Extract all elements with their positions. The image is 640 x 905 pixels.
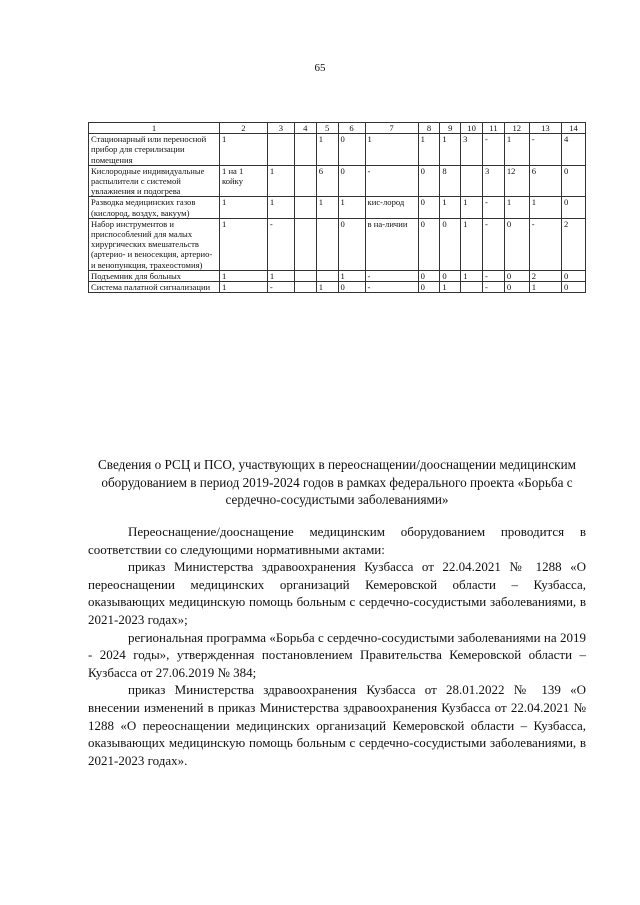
table-row <box>89 134 586 166</box>
table-cell: 2 <box>562 218 586 270</box>
table-cell: кис-лород <box>365 197 418 218</box>
table-cell <box>294 282 316 293</box>
table-cell: 6 <box>316 165 338 197</box>
table-cell <box>316 270 338 281</box>
table-cell: 0 <box>338 134 365 166</box>
section-title: Сведения о РСЦ и ПСО, участвующих в переоснащении/дооснащении медицинским оборудованием в период 2019-2024 годов в рамках федерального проекта «Борьба с сердечно-сосудистыми заболеваниями» <box>98 457 576 507</box>
table-cell: 0 <box>418 218 440 270</box>
table-cell: 1 <box>220 197 268 218</box>
table-cell: 1 <box>504 134 529 166</box>
table-cell: - <box>483 218 505 270</box>
table-row <box>89 282 586 293</box>
table-cell: 0 <box>504 282 529 293</box>
table-cell: - <box>529 134 561 166</box>
table-cell: 1 <box>338 197 365 218</box>
table-cell: 1 <box>418 134 440 166</box>
table-cell: 1 <box>440 282 461 293</box>
paragraph: приказ Министерства здравоохранения Кузбасса от 22.04.2021 № 1288 «О переоснащении медицинских организаций Кемеровской области – Кузбасса, оказывающих медицинскую помощь больным с сердечно-сосудистыми заболеваниями, в 2021-2023 годах»; <box>88 559 586 627</box>
table-cell <box>461 165 483 197</box>
header-cell: 8 <box>418 123 440 134</box>
table-cell: 1 <box>529 282 561 293</box>
table-cell: 1 <box>316 197 338 218</box>
table-cell: 3 <box>483 165 505 197</box>
table-cell <box>267 134 294 166</box>
table-cell: 3 <box>461 134 483 166</box>
table-cell: - <box>365 282 418 293</box>
table-cell <box>294 134 316 166</box>
table-cell: 0 <box>418 282 440 293</box>
table-cell: 1 <box>440 134 461 166</box>
table-cell: 1 <box>529 197 561 218</box>
table-cell <box>294 197 316 218</box>
table-cell: 0 <box>562 282 586 293</box>
table-cell <box>294 270 316 281</box>
header-cell: 11 <box>483 123 505 134</box>
table-cell: - <box>529 218 561 270</box>
header-cell: 10 <box>461 123 483 134</box>
header-cell: 12 <box>504 123 529 134</box>
table-cell: - <box>483 270 505 281</box>
header-cell: 7 <box>365 123 418 134</box>
equipment-table <box>88 122 586 293</box>
table-cell: 2 <box>529 270 561 281</box>
table-cell <box>461 282 483 293</box>
table-cell: 0 <box>338 218 365 270</box>
table-cell: 1 <box>461 218 483 270</box>
equipment-name-cell: Кислородные индивидуальные распылители с системой увлажнения и подогрева <box>89 165 220 197</box>
table-cell: 1 <box>338 270 365 281</box>
table-cell <box>316 218 338 270</box>
equipment-name-cell: Система палатной сигнализации <box>89 282 220 293</box>
equipment-name-cell: Разводка медицинских газов (кислород, воздух, вакуум) <box>89 197 220 218</box>
table-cell: 0 <box>338 165 365 197</box>
table-cell: 1 <box>220 134 268 166</box>
header-cell: 3 <box>267 123 294 134</box>
table-cell: 8 <box>440 165 461 197</box>
table-cell: 0 <box>440 218 461 270</box>
table-cell: 1 <box>440 197 461 218</box>
paragraph: региональная программа «Борьба с сердечно-сосудистыми заболеваниями на 2019 - 2024 годы», утвержденная постановлением Правительства Кемеровской области – Кузбасса от 27.06.2019 № 384; <box>88 629 586 680</box>
table-cell: 0 <box>504 270 529 281</box>
table-cell: - <box>483 197 505 218</box>
table-cell <box>294 218 316 270</box>
table-cell: 1 <box>365 134 418 166</box>
table-cell: - <box>267 282 294 293</box>
table-row <box>89 165 586 197</box>
table-cell: - <box>483 282 505 293</box>
header-cell: 4 <box>294 123 316 134</box>
table-cell: 1 <box>504 197 529 218</box>
table-body <box>89 123 586 293</box>
table-cell: 1 <box>461 197 483 218</box>
header-cell: 13 <box>529 123 561 134</box>
table-cell: 1 <box>267 270 294 281</box>
table-cell: в на-личии <box>365 218 418 270</box>
equipment-name-cell: Набор инструментов и приспособлений для малых хирургических вмешательств (артерио- и веносекция, артерио- и венопункция, трахеостомия) <box>89 218 220 270</box>
table-cell: 4 <box>562 134 586 166</box>
equipment-name-cell: Стационарный или переносной прибор для стерилизации помещения <box>89 134 220 166</box>
table-cell: 1 <box>220 282 268 293</box>
table-cell: 1 <box>267 197 294 218</box>
table-header-row <box>89 123 586 134</box>
table-cell: 0 <box>562 270 586 281</box>
table-cell: - <box>365 270 418 281</box>
header-cell: 1 <box>89 123 220 134</box>
table-cell: 1 на 1 койку <box>220 165 268 197</box>
table-cell <box>294 165 316 197</box>
header-cell: 9 <box>440 123 461 134</box>
table-cell: 0 <box>338 282 365 293</box>
equipment-name-cell: Подъемник для больных <box>89 270 220 281</box>
table-cell: 0 <box>440 270 461 281</box>
table-cell: 0 <box>418 197 440 218</box>
table-cell: 1 <box>267 165 294 197</box>
header-cell: 14 <box>562 123 586 134</box>
table-cell: - <box>483 134 505 166</box>
table-cell: 1 <box>461 270 483 281</box>
header-cell: 2 <box>220 123 268 134</box>
table-cell: - <box>267 218 294 270</box>
table-cell: 0 <box>504 218 529 270</box>
table-cell: 0 <box>418 165 440 197</box>
table-cell: - <box>365 165 418 197</box>
body-text <box>88 523 586 769</box>
table-cell: 1 <box>316 282 338 293</box>
table-row <box>89 270 586 281</box>
table-cell: 6 <box>529 165 561 197</box>
header-cell: 5 <box>316 123 338 134</box>
table-cell: 0 <box>418 270 440 281</box>
table-row <box>89 197 586 218</box>
paragraph: приказ Министерства здравоохранения Кузбасса от 28.01.2022 № 139 «О внесении изменений в приказ Министерства здравоохранения Кузбасса от 22.04.2021 № 1288 «О переоснащении медицинских организаций Кемеровской области – Кузбасса, оказывающих медицинскую помощь больным с сердечно-сосудистыми заболеваниями, в 2021-2023 годах». <box>88 682 586 768</box>
page-number: 65 <box>314 62 326 74</box>
table-cell: 0 <box>562 197 586 218</box>
table-cell: 0 <box>562 165 586 197</box>
table-row <box>89 218 586 270</box>
table-cell: 1 <box>220 270 268 281</box>
table-cell: 12 <box>504 165 529 197</box>
header-cell: 6 <box>338 123 365 134</box>
table-cell: 1 <box>220 218 268 270</box>
paragraph: Переоснащение/дооснащение медицинским оборудованием проводится в соответствии со следующими нормативными актами: <box>88 524 586 557</box>
table-cell: 1 <box>316 134 338 166</box>
